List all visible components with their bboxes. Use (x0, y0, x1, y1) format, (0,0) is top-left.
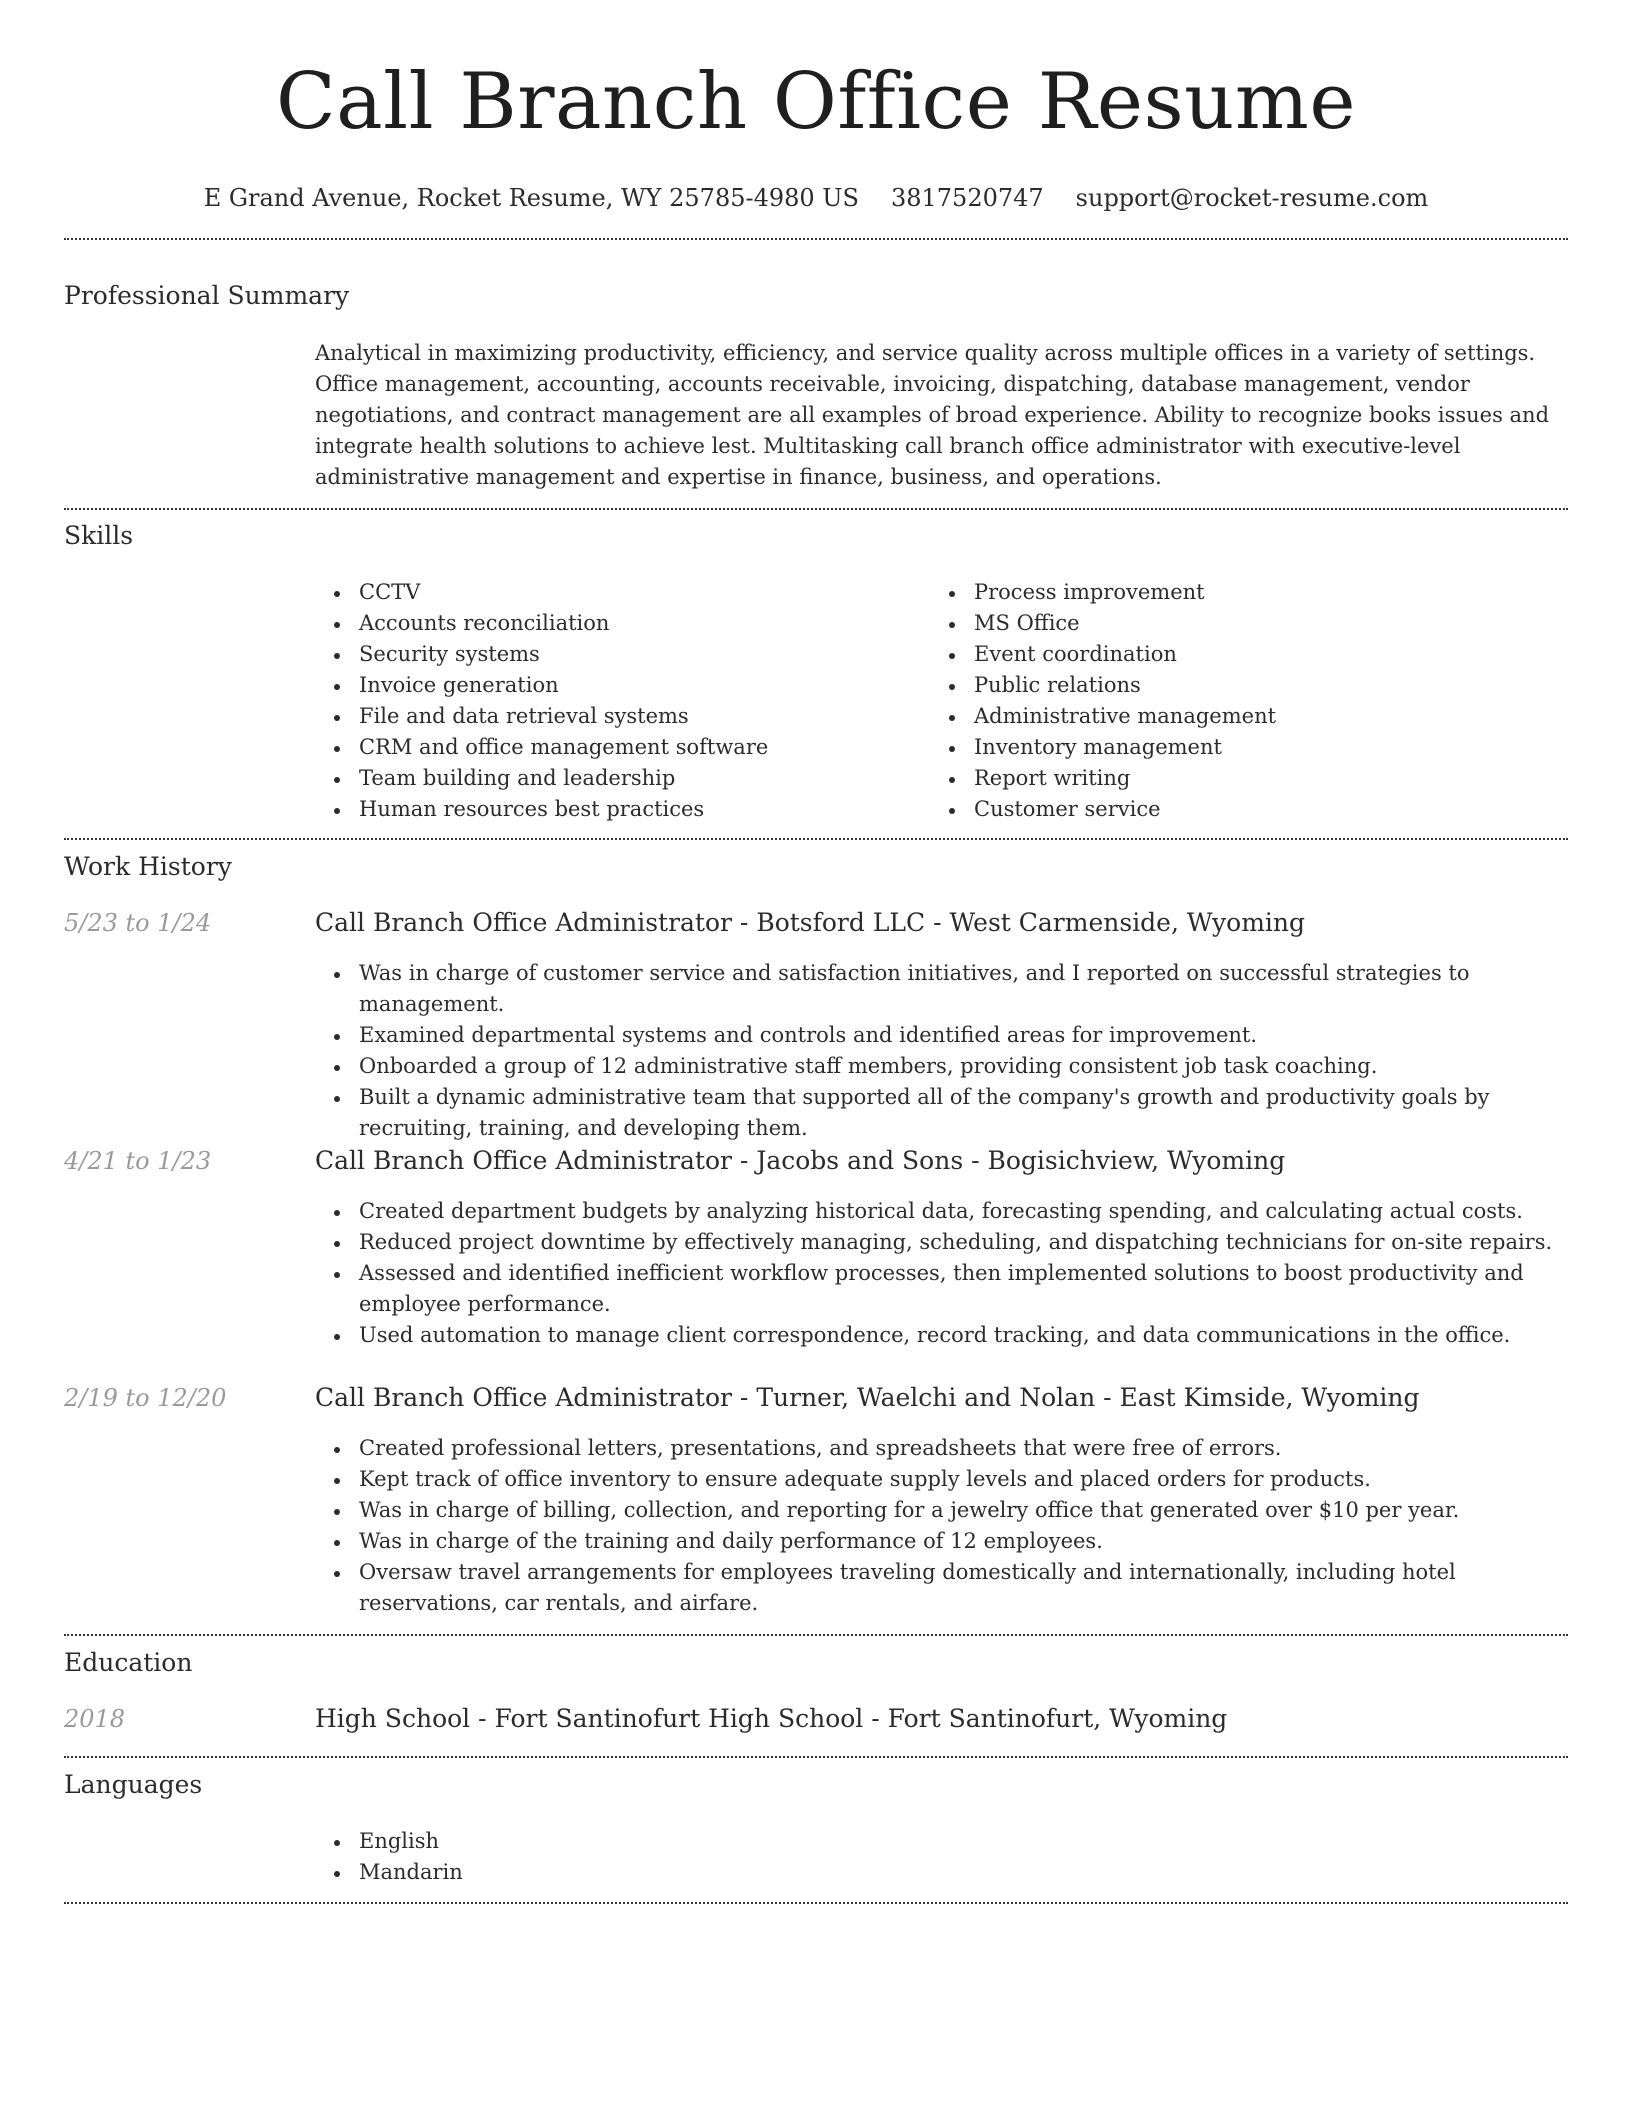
job-bullet: Created professional letters, presentations, and spreadsheets that were free of errors. (315, 1433, 1565, 1464)
job-bullet: Created department budgets by analyzing historical data, forecasting spending, and calculating actual costs. (315, 1196, 1565, 1227)
job-title: Call Branch Office Administrator - Botsford LLC - West Carmenside, Wyoming (315, 908, 1306, 937)
skills-heading: Skills (64, 521, 134, 550)
contact-address: E Grand Avenue, Rocket Resume, WY 25785-4980 US (203, 184, 859, 212)
job-dates: 2/19 to 12/20 (64, 1384, 227, 1412)
contact-line (0, 184, 1632, 212)
job-bullet: Onboarded a group of 12 administrative staff members, providing consistent job task coaching. (315, 1051, 1565, 1082)
skill-item: CRM and office management software (315, 732, 915, 763)
summary-heading: Professional Summary (64, 281, 350, 310)
job-bullet: Built a dynamic administrative team that supported all of the company's growth and productivity goals by recruiting, training, and developing them. (315, 1082, 1565, 1144)
language-item: Mandarin (315, 1857, 915, 1888)
resume-header (0, 52, 1632, 212)
job-bullets (315, 958, 1565, 1144)
language-item: English (315, 1826, 915, 1857)
job-bullet: Kept track of office inventory to ensure adequate supply levels and placed orders for products. (315, 1464, 1565, 1495)
skill-item: Inventory management (930, 732, 1530, 763)
job-bullet: Was in charge of the training and daily performance of 12 employees. (315, 1526, 1565, 1557)
summary-text: Analytical in maximizing productivity, efficiency, and service quality across multiple offices in a variety of settings. Office management, accounting, accounts receivable, invoicing, dispatching, database management, vendor negotiations, and contract management are all examples of broad experience. Ability to recognize books issues and integrate health solutions to achieve lest. Multitasking call branch office administrator with executive-level administrative management and expertise in finance, business, and operations. (315, 341, 1550, 489)
skill-item: Customer service (930, 794, 1530, 825)
section-divider (64, 508, 1568, 510)
skill-item: Invoice generation (315, 670, 915, 701)
education-entry: High School - Fort Santinofurt High School - Fort Santinofurt, Wyoming (315, 1704, 1228, 1733)
skills-list-left (315, 577, 915, 825)
skill-item: Administrative management (930, 701, 1530, 732)
skill-item: Process improvement (930, 577, 1530, 608)
job-bullet: Assessed and identified inefficient workflow processes, then implemented solutions to boost productivity and employee performance. (315, 1258, 1565, 1320)
education-date: 2018 (64, 1705, 126, 1733)
job-title: Call Branch Office Administrator - Jacobs and Sons - Bogisichview, Wyoming (315, 1146, 1286, 1175)
contact-email[interactable]: support@rocket-resume.com (1075, 184, 1429, 212)
section-divider (64, 838, 1568, 840)
job-bullets (315, 1196, 1565, 1351)
skill-item: Report writing (930, 763, 1530, 794)
job-bullet: Examined departmental systems and controls and identified areas for improvement. (315, 1020, 1565, 1051)
skill-item: Human resources best practices (315, 794, 915, 825)
skill-item: CCTV (315, 577, 915, 608)
job-title: Call Branch Office Administrator - Turner, Waelchi and Nolan - East Kimside, Wyoming (315, 1383, 1420, 1412)
contact-phone: 3817520747 (890, 184, 1044, 212)
resume-name: Call Branch Office Resume (276, 57, 1356, 147)
skills-list-right (930, 577, 1530, 825)
job-bullets (315, 1433, 1565, 1619)
job-dates: 5/23 to 1/24 (64, 909, 212, 937)
job-bullet: Used automation to manage client correspondence, record tracking, and data communications in the office. (315, 1320, 1565, 1351)
skill-item: MS Office (930, 608, 1530, 639)
skill-item: File and data retrieval systems (315, 701, 915, 732)
section-divider (64, 238, 1568, 240)
job-bullet: Was in charge of customer service and satisfaction initiatives, and I reported on successful strategies to management. (315, 958, 1565, 1020)
job-bullet: Oversaw travel arrangements for employees traveling domestically and internationally, including hotel reservations, car rentals, and airfare. (315, 1557, 1565, 1619)
languages-heading: Languages (64, 1770, 203, 1799)
languages-list (315, 1826, 915, 1888)
work-history-heading: Work History (64, 852, 232, 881)
section-divider (64, 1756, 1568, 1758)
education-heading: Education (64, 1648, 193, 1677)
skill-item: Event coordination (930, 639, 1530, 670)
section-divider (64, 1634, 1568, 1636)
skill-item: Accounts reconciliation (315, 608, 915, 639)
skill-item: Team building and leadership (315, 763, 915, 794)
job-dates: 4/21 to 1/23 (64, 1147, 212, 1175)
job-bullet: Was in charge of billing, collection, and reporting for a jewelry office that generated over $10 per year. (315, 1495, 1565, 1526)
job-bullet: Reduced project downtime by effectively managing, scheduling, and dispatching technicians for on-site repairs. (315, 1227, 1565, 1258)
section-divider (64, 1902, 1568, 1904)
skill-item: Public relations (930, 670, 1530, 701)
skill-item: Security systems (315, 639, 915, 670)
